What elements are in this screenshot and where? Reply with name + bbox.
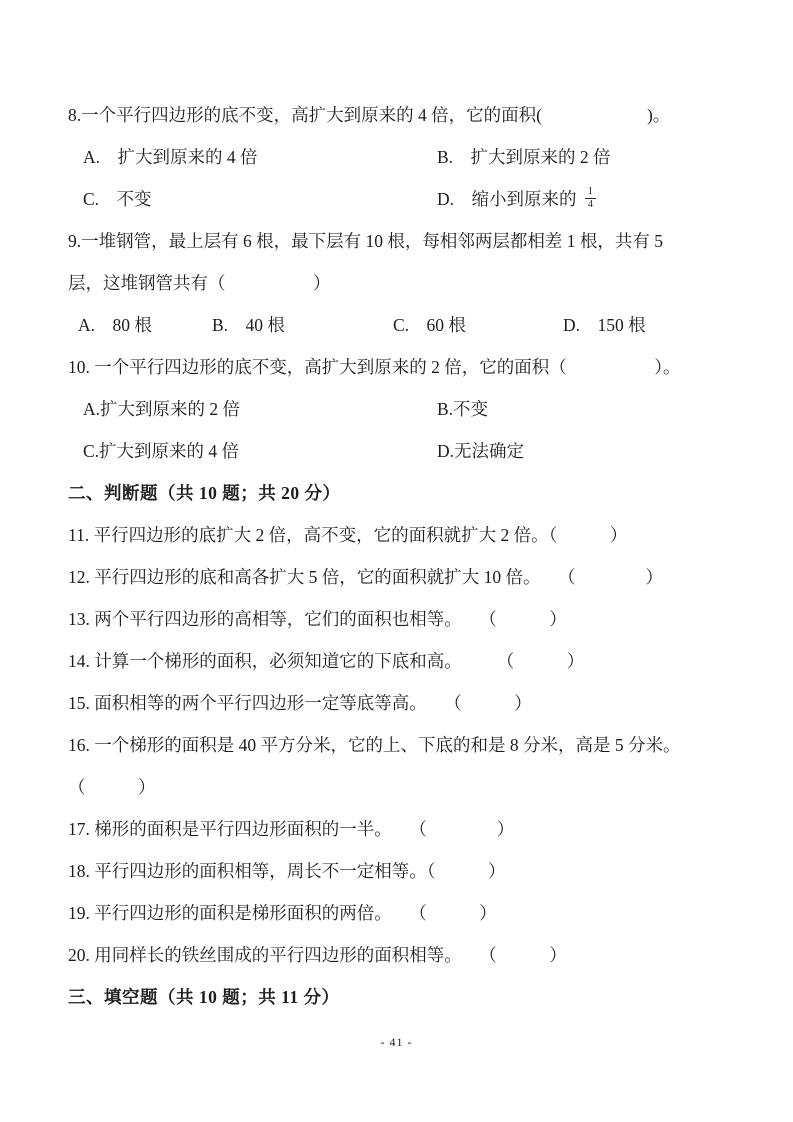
fraction-one-quarter [585, 187, 596, 211]
question-8-option-c: C. 不变 [83, 189, 152, 209]
question-17: 17. 梯形的面积是平行四边形面积的一半。 （ ） [68, 819, 515, 839]
question-9-stem-line-1: 9.一堆钢管，最上层有 6 根，最下层有 10 根，每相邻两层都相差 1 根，共有 5 [68, 231, 663, 251]
question-10-options-row-1 [68, 388, 753, 430]
question-10-options-row-2 [68, 430, 753, 472]
page-number: - 41 - [380, 1035, 413, 1049]
question-10-option-c: C.扩大到原来的 4 倍 [83, 441, 240, 461]
question-20: 20. 用同样长的铁丝围成的平行四边形的面积相等。 （ ） [68, 945, 567, 965]
question-10-option-d: D.无法确定 [437, 441, 525, 461]
question-16-stem: 16. 一个梯形的面积是 40 平方分米，它的上、下底的和是 8 分米，高是 5 分米。 [68, 735, 681, 755]
question-8-stem: 8.一个平行四边形的底不变，高扩大到原来的 4 倍，它的面积( )。 [68, 105, 671, 125]
question-10-option-a: A.扩大到原来的 2 倍 [83, 399, 241, 419]
question-8-options-row-1 [68, 136, 753, 178]
question-18: 18. 平行四边形的面积相等，周长不一定相等。（ ） [68, 861, 506, 881]
fraction-denominator: 4 [587, 199, 593, 211]
question-9-option-c: C. 60 根 [393, 315, 466, 335]
question-16-answer-blank: （ ） [68, 777, 156, 797]
question-10-stem: 10. 一个平行四边形的底不变，高扩大到原来的 2 倍，它的面积（ ）。 [68, 357, 681, 377]
question-9-option-a: A. 80 根 [78, 315, 152, 335]
question-9-options-row [68, 304, 753, 346]
question-9-stem-line-2: 层，这堆钢管共有（ ） [68, 273, 331, 293]
question-8-option-d-text: D. 缩小到原来的 [437, 189, 581, 209]
question-19: 19. 平行四边形的面积是梯形面积的两倍。 （ ） [68, 903, 497, 923]
question-8-option-a: A. 扩大到原来的 4 倍 [83, 147, 258, 167]
question-9-option-d: D. 150 根 [563, 315, 646, 335]
question-10-option-b: B.不变 [437, 399, 489, 419]
question-9-option-b: B. 40 根 [212, 315, 285, 335]
question-14: 14. 计算一个梯形的面积，必须知道它的下底和高。 （ ） [68, 651, 585, 671]
section-judgement-heading: 二、判断题（共 10 题；共 20 分） [68, 483, 341, 503]
question-8-option-b: B. 扩大到原来的 2 倍 [437, 147, 611, 167]
section-fill-heading: 三、填空题（共 10 题；共 11 分） [68, 987, 340, 1007]
question-12: 12. 平行四边形的底和高各扩大 5 倍，它的面积就扩大 10 倍。 （ ） [68, 567, 663, 587]
question-11: 11. 平行四边形的底扩大 2 倍，高不变，它的面积就扩大 2 倍。（ ） [68, 525, 628, 545]
question-8-options-row-2 [68, 178, 753, 220]
question-8-option-d [437, 178, 596, 220]
question-13: 13. 两个平行四边形的高相等，它们的面积也相等。 （ ） [68, 609, 567, 629]
fraction-numerator: 1 [585, 187, 596, 200]
question-15: 15. 面积相等的两个平行四边形一定等底等高。 （ ） [68, 693, 532, 713]
